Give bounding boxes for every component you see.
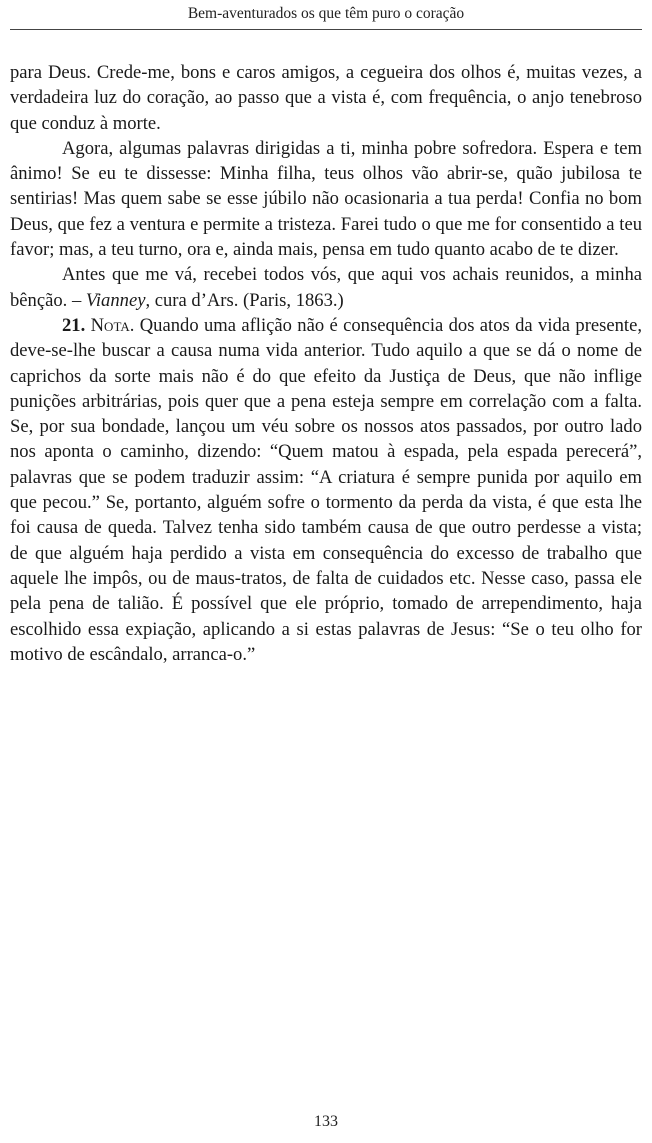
paragraph-3-text: Antes que me vá, recebei todos vós, que aqui vos achais reunidos, a minha bênção. – [10,264,642,311]
note-label: Nota [90,314,130,336]
paragraph-3 [10,262,642,313]
paragraph-note-21 [10,313,642,667]
item-number: 21. [62,314,86,336]
running-head: Bem-aventurados os que têm puro o coração [187,5,465,22]
paragraph-3-source: , cura d’Ars. (Paris, 1863.) [145,289,344,311]
author-name: Vianney [85,289,146,311]
paragraph-2: Agora, algumas palavras dirigidas a ti, minha pobre sofredora. Espera e tem ânimo! Se eu te dissesse: Minha filha, teus olhos vão abrir-se, quão jubilosa te sentirias! Mas quem sabe se esse júbilo não ocasionaria a tua perda! Confia no bom Deus, que fez a ventura e permite a tristeza. Farei tudo o que me for consentido a teu favor; mas, a teu turno, ora e, ainda mais, pensa em tudo quanto acabo de te dizer. [10,137,642,261]
paragraph-1: para Deus. Crede-me, bons e caros amigos, a cegueira dos olhos é, muitas vezes, a verdadeira luz do coração, ao passo que a vista é, com frequência, o anjo tenebroso que conduz à morte. [10,62,642,134]
note-text: . Quando uma aflição não é consequência dos atos da vida presente, deve-se-lhe buscar a causa numa vida anterior. Tudo aquilo a que se dá o nome de caprichos da sorte mais não é do que efeito da Justiça de Deus, que não inflige punições arbitrárias, pois quer que a pena esteja sempre em correlação com a falta. Se, por sua bondade, lançou um véu sobre os nossos atos passados, por outro lado nos aponta o caminho, dizendo: “Quem matou à espada, pela espada perecerá”, palavras que se podem traduzir assim: “A criatura é sempre punida por aquilo em que pecou.” Se, portanto, alguém sofre o tormento da perda da vista, é que esta lhe foi causa de queda. Talvez tenha sido também causa de que outro perdesse a vista; de que alguém haja perdido a vista em consequência do excesso de trabalho que aquele lhe impôs, ou de maus-tratos, de falta de cuidados etc. Nesse caso, passa ele pela pena de talião. É possível que ele próprio, tomado de arrependimento, haja escolhido essa expiação, aplicando a si estas palavras de Jesus: “Se o teu olho for motivo de escândalo, arranca-o.” [10,314,642,665]
body-text [10,60,642,667]
page-number: 133 [314,1113,338,1130]
header-rule [10,29,642,30]
